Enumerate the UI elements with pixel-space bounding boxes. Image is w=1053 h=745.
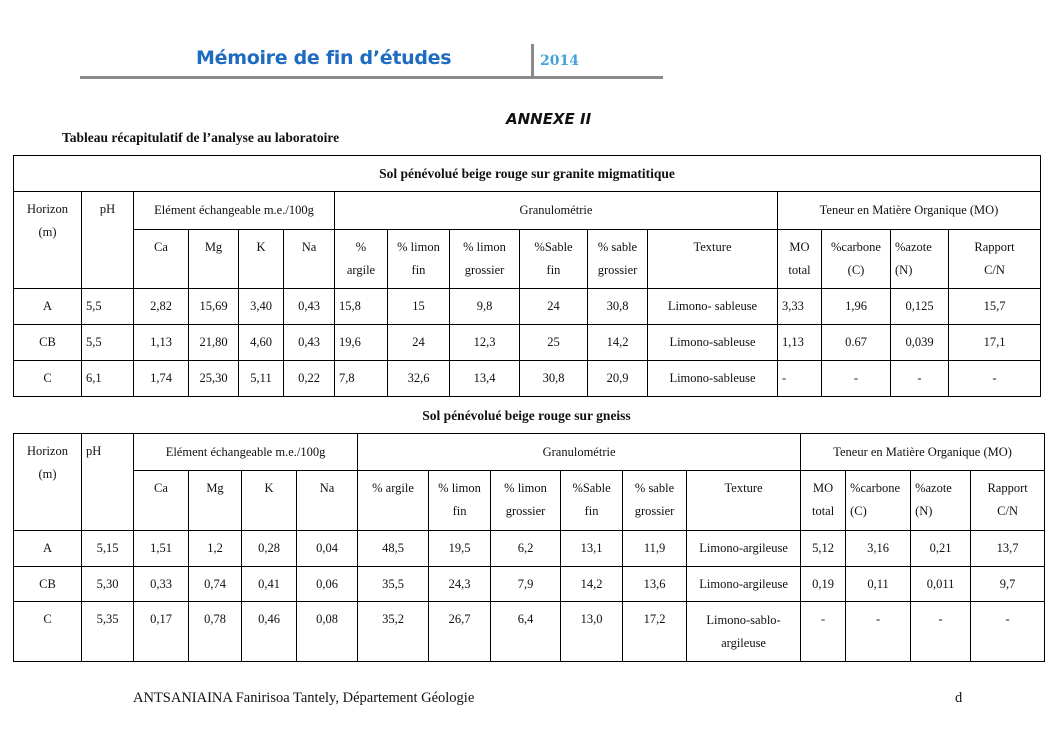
cell-azote: - [891, 361, 949, 397]
header-year: 2014 [540, 53, 579, 69]
cell-ph: 5,5 [82, 289, 134, 325]
cell-limon-fin: 32,6 [388, 361, 450, 397]
cell-sable-fin: 13,1 [561, 531, 623, 567]
cell-carbone: 3,16 [846, 531, 911, 567]
cell-mo-total: 5,12 [801, 531, 846, 567]
cell-azote: 0,21 [911, 531, 971, 567]
cell-ph: 6,1 [82, 361, 134, 397]
cell-rapport: - [971, 602, 1045, 662]
col-rapport: Rapport C/N [971, 471, 1045, 531]
cell-limon-fin: 24 [388, 325, 450, 361]
col-group-granulometrie: Granulométrie [335, 192, 778, 230]
cell-texture: Limono-sablo-argileuse [687, 602, 801, 662]
col-texture: Texture [687, 471, 801, 531]
col-ca: Ca [134, 230, 189, 289]
cell-mg: 1,2 [189, 531, 242, 567]
table-row [14, 289, 1041, 325]
col-sable-fin: %Sable fin [561, 471, 623, 531]
cell-mo-total: 3,33 [778, 289, 822, 325]
cell-limon-fin: 26,7 [429, 602, 491, 662]
cell-sable-fin: 25 [520, 325, 588, 361]
cell-limon-fin: 19,5 [429, 531, 491, 567]
col-horizon: Horizon (m) [14, 192, 82, 289]
cell-sable-fin: 30,8 [520, 361, 588, 397]
cell-carbone: 1,96 [822, 289, 891, 325]
cell-sable-grossier: 20,9 [588, 361, 648, 397]
col-mg: Mg [189, 230, 239, 289]
cell-k: 0,41 [242, 567, 297, 602]
cell-horizon: CB [14, 567, 82, 602]
cell-k: 3,40 [239, 289, 284, 325]
cell-ph: 5,15 [82, 531, 134, 567]
cell-rapport: 17,1 [949, 325, 1041, 361]
cell-mo-total: 0,19 [801, 567, 846, 602]
cell-carbone: - [846, 602, 911, 662]
cell-limon-grossier: 7,9 [491, 567, 561, 602]
col-texture: Texture [648, 230, 778, 289]
cell-k: 5,11 [239, 361, 284, 397]
cell-na: 0,08 [297, 602, 358, 662]
col-na: Na [297, 471, 358, 531]
table-row [14, 602, 1045, 662]
table-caption: Tableau récapitulatif de l’analyse au laboratoire [62, 130, 340, 145]
cell-limon-grossier: 13,4 [450, 361, 520, 397]
col-k: K [239, 230, 284, 289]
annexe-heading: ANNEXE II [506, 110, 592, 128]
cell-argile: 48,5 [358, 531, 429, 567]
cell-argile: 35,5 [358, 567, 429, 602]
cell-texture: Limono-argileuse [687, 567, 801, 602]
cell-rapport: 15,7 [949, 289, 1041, 325]
cell-azote: - [911, 602, 971, 662]
cell-azote: 0,125 [891, 289, 949, 325]
cell-na: 0,06 [297, 567, 358, 602]
cell-sable-fin: 24 [520, 289, 588, 325]
cell-ca: 0,33 [134, 567, 189, 602]
cell-limon-fin: 24,3 [429, 567, 491, 602]
cell-sable-grossier: 13,6 [623, 567, 687, 602]
col-sable-grossier: % sable grossier [588, 230, 648, 289]
cell-mo-total: - [801, 602, 846, 662]
cell-horizon: CB [14, 325, 82, 361]
cell-sable-grossier: 17,2 [623, 602, 687, 662]
cell-limon-fin: 15 [388, 289, 450, 325]
cell-rapport: - [949, 361, 1041, 397]
cell-k: 0,28 [242, 531, 297, 567]
cell-limon-grossier: 12,3 [450, 325, 520, 361]
cell-horizon: C [14, 361, 82, 397]
col-limon-fin: % limon fin [429, 471, 491, 531]
cell-ca: 2,82 [134, 289, 189, 325]
col-group-mo: Teneur en Matière Organique (MO) [778, 192, 1041, 230]
cell-ph: 5,5 [82, 325, 134, 361]
cell-rapport: 13,7 [971, 531, 1045, 567]
cell-mg: 15,69 [189, 289, 239, 325]
header-rule [80, 76, 663, 79]
cell-azote: 0,011 [911, 567, 971, 602]
cell-rapport: 9,7 [971, 567, 1045, 602]
cell-argile: 15,8 [335, 289, 388, 325]
col-ph: pH [82, 434, 134, 531]
cell-ca: 1,51 [134, 531, 189, 567]
cell-na: 0,22 [284, 361, 335, 397]
col-argile: % argile [358, 471, 429, 531]
header-separator [531, 44, 534, 77]
cell-ph: 5,35 [82, 602, 134, 662]
cell-texture: Limono-argileuse [687, 531, 801, 567]
col-group-granulometrie: Granulométrie [358, 434, 801, 471]
cell-ca: 1,13 [134, 325, 189, 361]
cell-sable-grossier: 11,9 [623, 531, 687, 567]
cell-k: 0,46 [242, 602, 297, 662]
col-carbone: %carbone (C) [822, 230, 891, 289]
col-limon-grossier: % limon grossier [450, 230, 520, 289]
cell-limon-grossier: 6,2 [491, 531, 561, 567]
cell-horizon: A [14, 289, 82, 325]
cell-mg: 0,78 [189, 602, 242, 662]
col-limon-grossier: % limon grossier [491, 471, 561, 531]
cell-carbone: 0,11 [846, 567, 911, 602]
col-limon-fin: % limon fin [388, 230, 450, 289]
col-mo-total: MO total [801, 471, 846, 531]
cell-mo-total: 1,13 [778, 325, 822, 361]
cell-texture: Limono-sableuse [648, 325, 778, 361]
cell-mg: 25,30 [189, 361, 239, 397]
cell-argile: 7,8 [335, 361, 388, 397]
col-mg: Mg [189, 471, 242, 531]
col-rapport: Rapport C/N [949, 230, 1041, 289]
table-row [14, 531, 1045, 567]
cell-ca: 0,17 [134, 602, 189, 662]
col-k: K [242, 471, 297, 531]
page-number: d [955, 690, 963, 706]
table-gneiss [13, 433, 1045, 662]
table-row [14, 361, 1041, 397]
col-group-element: Elément échangeable m.e./100g [134, 434, 358, 471]
cell-limon-grossier: 9,8 [450, 289, 520, 325]
cell-mg: 21,80 [189, 325, 239, 361]
cell-sable-grossier: 30,8 [588, 289, 648, 325]
col-sable-grossier: % sable grossier [623, 471, 687, 531]
col-carbone: %carbone (C) [846, 471, 911, 531]
cell-sable-grossier: 14,2 [588, 325, 648, 361]
cell-azote: 0,039 [891, 325, 949, 361]
cell-limon-grossier: 6,4 [491, 602, 561, 662]
cell-ca: 1,74 [134, 361, 189, 397]
header-title: Mémoire de fin d’études [196, 47, 452, 69]
table-title: Sol pénévolué beige rouge sur granite migmatitique [14, 156, 1041, 192]
col-argile: % argile [335, 230, 388, 289]
table-row [14, 325, 1041, 361]
cell-texture: Limono- sableuse [648, 289, 778, 325]
cell-carbone: 0.67 [822, 325, 891, 361]
col-group-mo: Teneur en Matière Organique (MO) [801, 434, 1045, 471]
cell-mo-total: - [778, 361, 822, 397]
cell-horizon: A [14, 531, 82, 567]
cell-horizon: C [14, 602, 82, 662]
cell-mg: 0,74 [189, 567, 242, 602]
cell-texture: Limono-sableuse [648, 361, 778, 397]
cell-ph: 5,30 [82, 567, 134, 602]
col-na: Na [284, 230, 335, 289]
col-azote: %azote (N) [911, 471, 971, 531]
cell-na: 0,43 [284, 325, 335, 361]
table-title: Sol pénévolué beige rouge sur gneiss [422, 408, 631, 423]
footer-author: ANTSANIAINA Fanirisoa Tantely, Département Géologie [133, 690, 475, 706]
table-granite [13, 155, 1041, 397]
col-azote: %azote (N) [891, 230, 949, 289]
cell-argile: 19,6 [335, 325, 388, 361]
cell-na: 0,43 [284, 289, 335, 325]
cell-sable-fin: 13,0 [561, 602, 623, 662]
col-sable-fin: %Sable fin [520, 230, 588, 289]
col-ph: pH [82, 192, 134, 289]
cell-carbone: - [822, 361, 891, 397]
col-horizon: Horizon (m) [14, 434, 82, 531]
cell-na: 0,04 [297, 531, 358, 567]
col-mo-total: MO total [778, 230, 822, 289]
cell-argile: 35,2 [358, 602, 429, 662]
cell-sable-fin: 14,2 [561, 567, 623, 602]
table-row [14, 567, 1045, 602]
col-group-element: Elément échangeable m.e./100g [134, 192, 335, 230]
col-ca: Ca [134, 471, 189, 531]
cell-k: 4,60 [239, 325, 284, 361]
